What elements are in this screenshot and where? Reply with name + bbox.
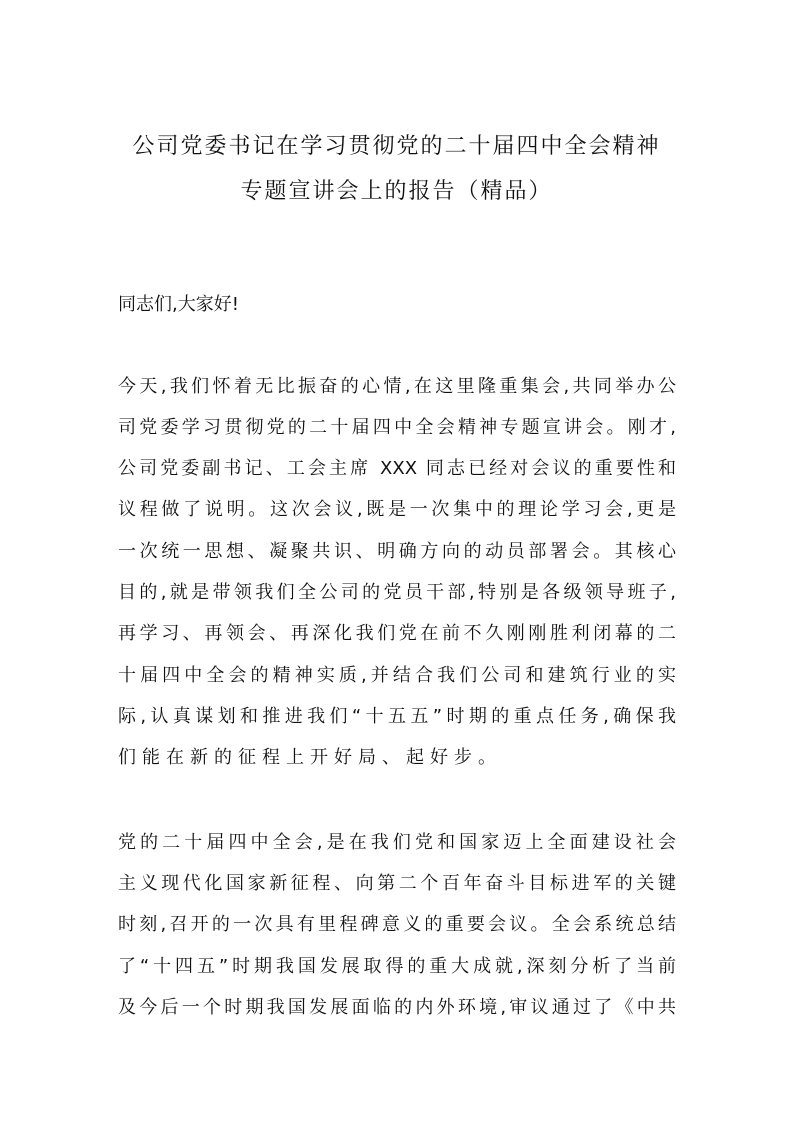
document-title-line-2: 专题宣讲会上的报告（精品） — [240, 179, 553, 204]
document-title-line-1: 公司党委书记在学习贯彻党的二十届四中全会精神 — [132, 134, 661, 159]
text-line: 党的二十届四中全会,是在我们党和国家迈上全面建设社会 — [118, 832, 676, 853]
text-line: 一次统一思想、凝聚共识、明确方向的动员部署会。其核心 — [118, 541, 676, 562]
greeting: 同志们,大家好! — [118, 294, 239, 315]
text-line: 十届四中全会的精神实质,并结合我们公司和建筑行业的实 — [118, 665, 676, 686]
text-line: 司党委学习贯彻党的二十届四中全会精神专题宣讲会。刚才, — [118, 417, 676, 438]
text-line: 了“十四五”时期我国发展取得的重大成就,深刻分析了当前 — [118, 956, 676, 977]
text-line: 公司党委副书记、工会主席 XXX 同志已经对会议的重要性和 — [118, 458, 676, 479]
text-line: 时刻,召开的一次具有里程碑意义的重要会议。全会系统总结 — [118, 914, 676, 935]
text-line: 及今后一个时期我国发展面临的内外环境,审议通过了《中共 — [118, 997, 676, 1018]
text-line: 们能在新的征程上开好局、起好步。 — [118, 747, 502, 768]
text-line: 主义现代化国家新征程、向第二个百年奋斗目标进军的关键 — [118, 873, 676, 894]
text-line: 议程做了说明。这次会议,既是一次集中的理论学习会,更是 — [118, 499, 676, 520]
text-line: 目的,就是带领我们全公司的党员干部,特别是各级领导班子, — [118, 582, 676, 603]
text-line: 际,认真谋划和推进我们“十五五”时期的重点任务,确保我 — [118, 706, 676, 727]
text-line: 再学习、再领会、再深化我们党在前不久刚刚胜利闭幕的二 — [118, 623, 676, 644]
text-line: 今天,我们怀着无比振奋的心情,在这里隆重集会,共同举办公 — [118, 376, 676, 397]
